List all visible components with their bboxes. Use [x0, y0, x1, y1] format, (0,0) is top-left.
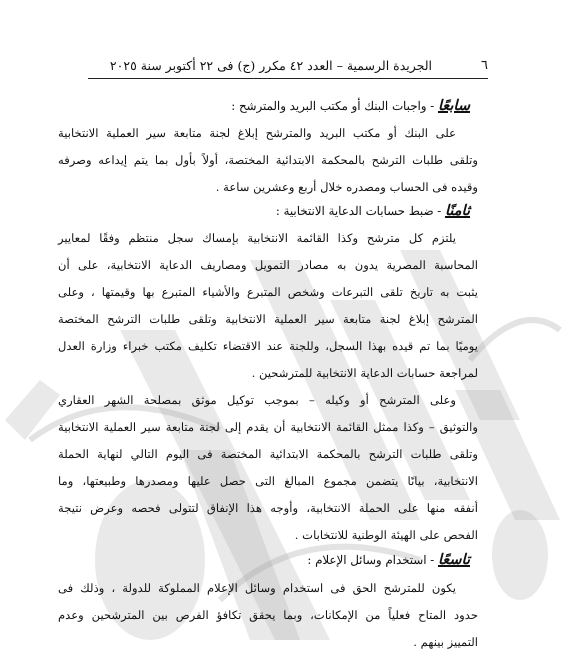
paragraph-line: التمييز بينهم .: [413, 635, 478, 649]
section-title: - ضبط حسابات الدعاية الانتخابية :: [275, 204, 445, 218]
section-heading-7: [231, 97, 470, 115]
section-title: - استخدام وسائل الإعلام :: [307, 553, 438, 567]
paragraph-line: لمراجعة حسابات الدعاية الانتخابية للمترشحين .: [251, 366, 478, 380]
paragraph-line: وقيده فى الحساب ومصدره خلال أربع وعشرين ساعة .: [215, 180, 478, 194]
page-header: [88, 56, 488, 79]
page-number: ٦: [481, 58, 488, 73]
section-heading-9: [307, 551, 470, 569]
section-heading-8: [276, 202, 470, 220]
paragraph-line: على البنك أو مكتب البريد والمترشح إبلاغ لجنة متابعة سير العملية الانتخابية: [58, 126, 456, 140]
section-title: - واجبات البنك أو مكتب البريد والمترشح :: [231, 99, 438, 113]
paragraph-line: الانتخابية، بيانًا يتضمن مجموع المبالغ التى حصل عليها ومصدرها وطبيعتها، وما: [58, 474, 478, 488]
paragraph-line: المترشح إبلاغ لجنة متابعة سير العملية الانتخابية وتلقى طلبات الترشح المختصة: [58, 312, 478, 326]
section-number: ثامنًا: [444, 202, 470, 219]
paragraph-line: حدود المتاح فعلياً من الإمكانات، وبما يحقق تكافؤ الفرص بين المترشحين وعدم: [58, 608, 478, 622]
paragraph-line: يلتزم كل مترشح وكذا القائمة الانتخابية بإمساك سجل منتظم وفقًا لمعايير: [58, 231, 456, 245]
paragraph-line: المحاسبة المصرية يدون به مصادر التمويل ومصاريف الدعاية الانتخابية، على أن: [58, 258, 478, 272]
paragraph-line: وعلى المترشح أو وكيله – بموجب توكيل موثق بمصلحة الشهر العقاري: [58, 393, 456, 407]
paragraph-line: أنفقه منها على الحملة الانتخابية، وأوجه هذا الإنفاق لتتولى فحصه وعرض نتيجة: [58, 501, 478, 515]
gazette-title: الجريدة الرسمية – العدد ٤٢ مكرر (ج) فى ٢٢ أكتوبر سنة ٢٠٢٥: [109, 58, 432, 73]
section-number: تاسعًا: [437, 551, 470, 568]
paragraph-line: وتلقى طلبات الترشح بالمحكمة الابتدائية المختصة، أولاً بأول بما يتم إيداعه وصرفه: [58, 153, 478, 167]
paragraph-line: الفحص على الهيئة الوطنية للانتخابات .: [294, 528, 478, 542]
paragraph-line: يكون للمترشح الحق فى استخدام وسائل الإعلام المملوكة للدولة ، وذلك فى: [58, 581, 456, 595]
paragraph-line: يثبت به تاريخ تلقى التبرعات وشخص المتبرع والأشياء المتبرع بها وقيمتها ، وعلى: [58, 285, 478, 299]
paragraph-line: والتوثيق – وكذا ممثل القائمة الانتخابية أن يقدم إلى لجنة متابعة سير العملية الانتخابية: [58, 420, 478, 434]
paragraph-line: وتلقى طلبات الترشح بالمحكمة الابتدائية المختصة فى اليوم التالي لنهاية الحملة: [58, 447, 478, 461]
section-number: سابعًا: [437, 97, 470, 114]
paragraph-line: يوميًا بما تم قيده بهذا السجل، وللجنة عند الاقتضاء تكليف مكتب خبراء وزارة العدل: [58, 339, 478, 353]
